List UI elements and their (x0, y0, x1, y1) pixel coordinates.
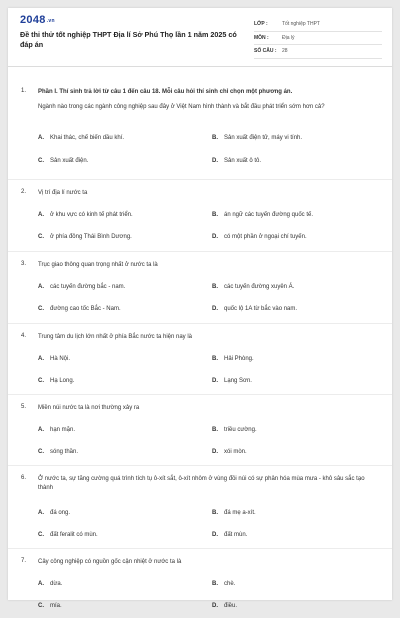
option-letter: D. (212, 603, 218, 609)
meta-count-row (254, 45, 382, 59)
option-b[interactable] (212, 284, 294, 290)
option-c[interactable] (38, 532, 98, 538)
option-text: quốc lộ 1A từ bắc vào nam. (224, 306, 298, 312)
option-letter: D. (212, 449, 218, 455)
question-number: 1. (21, 88, 27, 94)
option-letter: A. (38, 212, 44, 218)
option-letter: C. (38, 306, 44, 312)
question-number: 4. (21, 333, 27, 339)
option-text: Lạng Sơn. (224, 378, 252, 384)
question-text: Trục giao thông quan trọng nhất ở nước ta là (38, 262, 158, 268)
option-text: hạn mặn. (50, 427, 76, 433)
option-letter: C. (38, 234, 44, 240)
option-text: Hạ Long. (50, 378, 75, 384)
option-text: đá ong. (50, 510, 71, 516)
option-c[interactable] (38, 603, 62, 609)
option-text: ở phía đông Thái Bình Dương. (50, 234, 132, 240)
question-text: Miền núi nước ta là nơi thường xảy ra (38, 405, 140, 411)
option-text: triều cường. (224, 427, 257, 433)
exam-page (8, 8, 392, 609)
option-letter: B. (212, 284, 218, 290)
question-text: Ngành nào trong các ngành công nghiệp sau đây ở Việt Nam hình thành và bắt đầu phát triển sớm hơn cả? (38, 104, 325, 110)
option-a[interactable] (38, 135, 124, 141)
option-letter: A. (38, 427, 44, 433)
option-text: đá mẹ a-xít. (224, 510, 256, 516)
option-text: Sản xuất điện tử, máy vi tính. (224, 135, 303, 141)
option-text: chè. (224, 581, 236, 587)
question-text: Cây công nghiệp có nguồn gốc cận nhiệt ở nước ta là (38, 559, 182, 565)
option-text: có một phần ở ngoại chí tuyến. (224, 234, 307, 240)
meta-label: MÔN : (254, 34, 269, 41)
question-2 (8, 179, 392, 252)
option-d[interactable] (212, 158, 261, 164)
question-text: Trung tâm du lịch lớn nhất ở phía Bắc nước ta hiện nay là (38, 334, 193, 340)
meta-value: 28 (282, 48, 288, 55)
logo-text: 2048 (20, 14, 46, 26)
question-number: 6. (21, 475, 27, 481)
option-text: Hà Nội. (50, 356, 71, 362)
option-text: Sản xuất điện. (50, 158, 89, 164)
option-letter: D. (212, 532, 218, 538)
question-7 (8, 548, 392, 618)
option-text: các tuyến đường bắc - nam. (50, 284, 126, 290)
option-text: xói mòn. (224, 449, 247, 455)
option-text: đất feralit có mùn. (50, 532, 98, 538)
site-logo[interactable] (20, 14, 55, 26)
option-letter: C. (38, 532, 44, 538)
logo-domain: .vn (46, 18, 55, 24)
question-5 (8, 394, 392, 466)
option-text: mía. (50, 603, 62, 609)
option-letter: B. (212, 581, 218, 587)
option-text: các tuyến đường xuyên Á. (224, 284, 295, 290)
option-b[interactable] (212, 135, 302, 141)
option-text: Sản xuất ô tô. (224, 158, 262, 164)
option-b[interactable] (212, 212, 313, 218)
question-number: 2. (21, 189, 27, 195)
option-text: Khai thác, chế biến dầu khí. (50, 135, 125, 141)
meta-label: SỐ CÂU : (254, 48, 277, 55)
exam-meta (254, 18, 382, 59)
option-a[interactable] (38, 510, 70, 516)
question-number: 5. (21, 404, 27, 410)
option-b[interactable] (212, 510, 256, 516)
option-d[interactable] (212, 532, 247, 538)
option-c[interactable] (38, 234, 132, 240)
option-text: sóng thần. (50, 449, 79, 455)
option-letter: A. (38, 581, 44, 587)
option-text: Hải Phòng. (224, 356, 254, 362)
exam-header (8, 8, 392, 67)
document-title: Đề thi thử tốt nghiệp THPT Địa lí Sở Phú Thọ lần 1 năm 2025 có đáp án (20, 30, 237, 49)
option-letter: D. (212, 378, 218, 384)
option-b[interactable] (212, 356, 254, 362)
option-a[interactable] (38, 212, 133, 218)
option-text: dừa. (50, 581, 63, 587)
section-intro: Phần I. Thí sinh trả lời từ câu 1 đến câu 18. Mỗi câu hỏi thí sinh chỉ chọn một phương án. (38, 89, 293, 95)
option-letter: C. (38, 158, 44, 164)
option-letter: D. (212, 234, 218, 240)
option-letter: C. (38, 378, 44, 384)
meta-value: Tốt nghiệp THPT (282, 21, 320, 28)
option-letter: B. (212, 356, 218, 362)
question-number: 7. (21, 558, 27, 564)
option-text: án ngữ các tuyến đường quốc tế. (224, 212, 314, 218)
option-d[interactable] (212, 378, 252, 384)
option-text: điều. (224, 603, 238, 609)
option-letter: A. (38, 135, 44, 141)
option-a[interactable] (38, 427, 75, 433)
option-letter: A. (38, 284, 44, 290)
option-text: đường cao tốc Bắc - Nam. (50, 306, 121, 312)
option-letter: B. (212, 212, 218, 218)
question-1 (8, 76, 392, 180)
meta-class-row (254, 18, 382, 32)
option-letter: B. (212, 510, 218, 516)
option-c[interactable] (38, 378, 74, 384)
question-4 (8, 323, 392, 395)
option-a[interactable] (38, 284, 125, 290)
option-d[interactable] (212, 449, 247, 455)
option-letter: C. (38, 603, 44, 609)
option-c[interactable] (38, 158, 88, 164)
option-d[interactable] (212, 234, 307, 240)
option-b[interactable] (212, 581, 235, 587)
option-letter: D. (212, 306, 218, 312)
option-b[interactable] (212, 427, 257, 433)
question-text: Ở nước ta, sự tăng cường quá trình tích tụ ô-xít sắt, ô-xít nhôm ở vùng đồi núi có sự phân hóa mùa mưa - khô sâu sắc tạo thành (38, 476, 365, 491)
meta-value: Địa lý (282, 34, 295, 41)
option-letter: B. (212, 135, 218, 141)
option-letter: A. (38, 510, 44, 516)
meta-subject-row (254, 32, 382, 46)
option-a[interactable] (38, 581, 62, 587)
question-3 (8, 251, 392, 324)
option-c[interactable] (38, 449, 78, 455)
option-letter: B. (212, 427, 218, 433)
option-letter: A. (38, 356, 44, 362)
option-d[interactable] (212, 603, 237, 609)
question-6 (8, 465, 392, 549)
question-number: 3. (21, 261, 27, 267)
option-c[interactable] (38, 306, 121, 312)
option-a[interactable] (38, 356, 70, 362)
option-d[interactable] (212, 306, 297, 312)
option-letter: D. (212, 158, 218, 164)
option-letter: C. (38, 449, 44, 455)
question-text: Vị trí địa lí nước ta (38, 190, 88, 196)
meta-label: LỚP : (254, 21, 268, 28)
option-text: ở khu vực có kinh tế phát triển. (50, 212, 133, 218)
option-text: đất mùn. (224, 532, 248, 538)
